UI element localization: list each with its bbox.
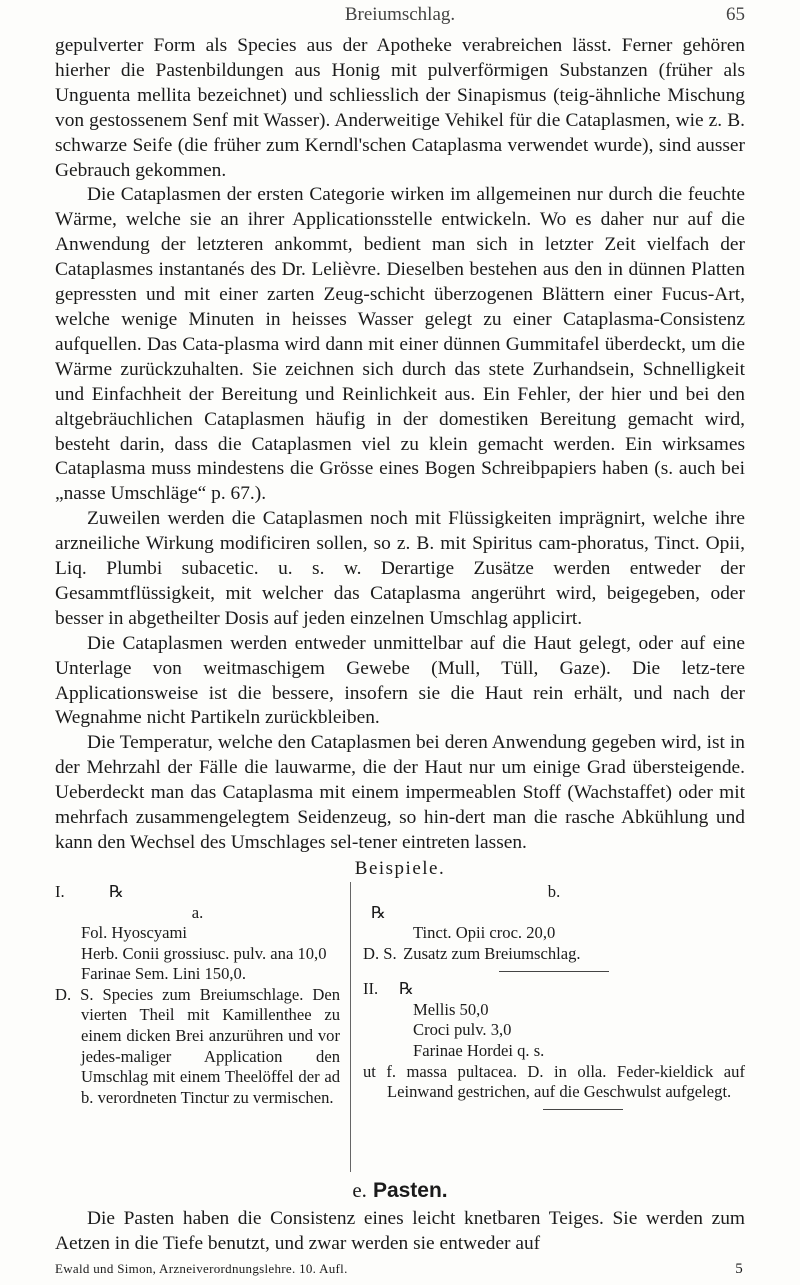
recipe-column-left — [55, 882, 350, 1172]
ds-text: Zusatz zum Breiumschlag. — [403, 943, 581, 963]
section-body — [55, 1207, 745, 1257]
rx-symbol: ℞ — [371, 902, 386, 922]
recipe-number-row — [55, 882, 340, 903]
body-text — [55, 34, 745, 856]
recipe-line: Croci pulv. 3,0 — [413, 1020, 512, 1040]
recipe-number-row — [363, 979, 745, 1000]
paragraph: Die Cataplasmen der ersten Categorie wirken im allgemeinen nur durch die feuchte Wärme, welche sie an ihrer Applicationsstelle entwickeln. Wo es daher nur auf die Anwendung der letzteren ankommt, bedient man sich in letzter Zeit vielfach der Cataplasmes instantanés des Dr. Lelièvre. Dieselben bestehen aus den in dünnen Platten gepressten und mit einer zarten Zeug-schicht überzogenen Blättern einer Fucus-Art, welche wenige Minuten in heisses Wasser gelegt zu einer Cataplasma-Consistenz aufquellen. Das Cata-plasma wird dann mit einer dünnen Gummitafel überdeckt, um die Wärme zurückzuhalten. Sie zeichnen sich durch das stete Zurhandsein, Schnelligkeit und Einfachheit der Bereitung und Reinlichkeit aus. Ein Fehler, der hier und bei den altgebräuchlichen Cataplasmen häufig in der domestiken Bereitung gemacht wird, besteht darin, dass die Cataplasmen viel zu klein gemacht werden. Ein wirksames Cataplasma muss mindestens die Grösse eines Bogen Schreibpapiers haben (s. auch bei „nasse Umschläge“ p. 67.). — [55, 184, 745, 505]
paragraph: Die Cataplasmen werden entweder unmittelbar auf die Haut gelegt, oder auf eine Unterlage von weitmaschigem Gewebe (Mull, Tüll, Gaze). Die letz-tere Applicationsweise ist die bessere, insofern sie die Haut rein erhält, und nach der Wegnahme nicht Partikeln zurückbleiben. — [55, 632, 745, 729]
paragraph: gepulverter Form als Species aus der Apotheke verabreichen lässt. Ferner gehören hierher die Pastenbildungen aus Honig mit pulverförmigen Substanzen (früher als Unguenta mellita bezeichnet) und schliesslich der Sinapismus (teig-ähnliche Mischung von gestossenem Senf mit Wasser). Anderweitige Vehikel für die Cataplasmen, wie z. B. schwarze Seife (die früher zum Kerndl'schen Cataplasma verwendet wurde), sind ausser Gebrauch gekommen. — [55, 35, 745, 181]
examples-heading: Beispiele. — [354, 857, 446, 879]
recipe-letter: b. — [547, 881, 561, 901]
recipe-column-right — [350, 882, 745, 1172]
paragraph: Zuweilen werden die Cataplasmen noch mit Flüssigkeiten imprägnirt, welche ihre arzneiliche Wirkung modificiren sollen, so z. B. mit Spiritus cam-phoratus, Tinct. Opii, Liq. Plumbi subacetic. u. s. w. Derartige Zusätze werden entweder der Gesammtflüssigkeit, mit welcher das Cataplasma angerührt wird, beigegeben, oder besser in abgetheilter Dosis auf jeden einzelnen Umschlag applicirt. — [55, 508, 745, 629]
recipe-line: Farinae Hordei q. s. — [413, 1041, 545, 1061]
recipe-instructions: ut f. massa pultacea. D. in olla. Feder-kieldick auf Leinwand gestrichen, auf die Geschwulst aufgelegt. — [363, 1061, 745, 1102]
paragraph: Die Pasten haben die Consistenz eines leicht knetbaren Teiges. Sie werden zum Aetzen in die Tiefe benutzt, und zwar werden sie entweder auf — [55, 1207, 745, 1254]
recipe-line: Herb. Conii grossiusc. pulv. ana 10,0 — [81, 943, 327, 963]
footer-imprint: Ewald und Simon, Arzneiverordnungslehre. 10. Aufl. — [55, 1260, 348, 1276]
recipe-signature — [55, 985, 340, 1109]
recipe-end-rule — [543, 1109, 623, 1110]
recipe-number: II. — [363, 979, 379, 999]
running-head — [55, 0, 745, 34]
rx-symbol: ℞ — [399, 979, 414, 999]
recipe-block — [55, 882, 745, 1172]
recipe-line: Tinct. Opii croc. 20,0 — [413, 923, 556, 943]
section-title: Pasten. — [372, 1178, 448, 1202]
recipe-line: Mellis 50,0 — [413, 999, 489, 1019]
recipe-signature — [363, 944, 745, 965]
page — [55, 0, 745, 1285]
section-heading — [55, 1178, 745, 1203]
page-footer — [55, 1259, 745, 1285]
recipe-divider — [499, 971, 609, 972]
recipe-line: Farinae Sem. Lini 150,0. — [81, 964, 246, 984]
recipe-line: Fol. Hyoscyami — [81, 923, 188, 943]
ds-label: D. S. — [363, 943, 397, 963]
recipe-number: I. — [55, 881, 65, 901]
signature-mark: 5 — [735, 1260, 743, 1277]
rx-symbol: ℞ — [109, 881, 124, 901]
section-label: e. — [352, 1177, 367, 1202]
ds-label: D. S. — [55, 984, 94, 1004]
recipe-letter: a. — [191, 902, 204, 922]
ds-text: Species zum Breiumschlage. Den vierten Theil mit Kamillenthee zu einem dicken Brei anzurühren und vor jedes-maliger Application den Umschlag mit einem Theelöffel der ad b. verordneten Tinctur zu vermischen. — [81, 984, 340, 1107]
paragraph: Die Temperatur, welche den Cataplasmen bei deren Anwendung gegeben wird, ist in der Mehrzahl der Fälle die lauwarme, die der Haut nur um einige Grad übersteigende. Ueberdeckt man das Cataplasma mit einem impermeablen Stoff (Wachstaffet) oder mit mehrfach zusammengelegtem Seidenzeug, so hin-dert man die rasche Abkühlung und kann den Wechsel des Umschlages sel-tener eintreten lassen. — [55, 732, 745, 853]
page-number: 65 — [726, 4, 745, 25]
running-title: Breiumschlag. — [344, 4, 456, 25]
